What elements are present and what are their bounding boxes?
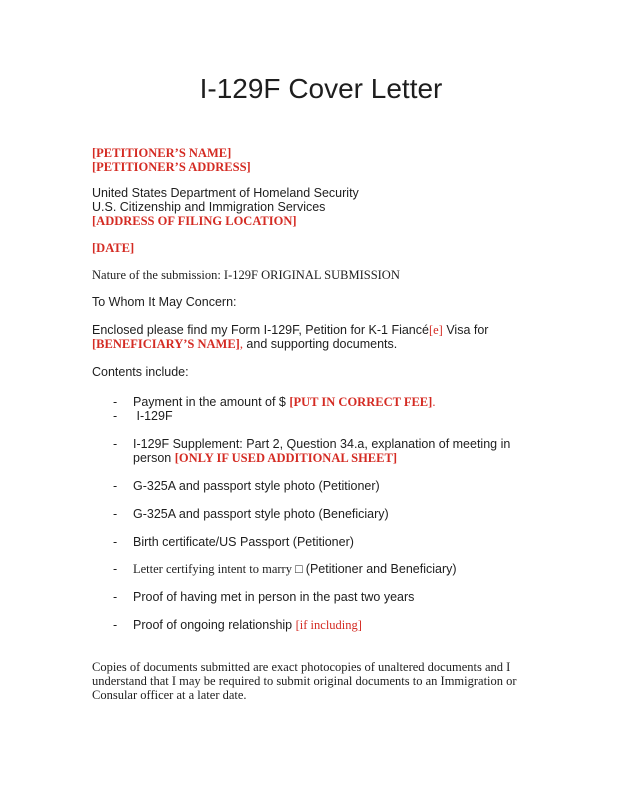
contents-heading (92, 365, 550, 379)
date-line (92, 241, 550, 255)
placeholder-text: . (432, 395, 436, 409)
dash-bullet: - (113, 395, 118, 409)
text-segment: and supporting documents. (242, 337, 398, 351)
text-segment: Copies of documents submitted are exact photocopies of unaltered documents and I (92, 660, 511, 674)
submission-nature-line (92, 268, 550, 282)
text-line (133, 395, 550, 409)
placeholder-text: [PETITIONER’S NAME] (92, 146, 232, 160)
list-item-i129f (92, 409, 550, 423)
text-line (133, 618, 550, 632)
text-segment: Consular officer at a later date. (92, 688, 247, 702)
text-segment: I-129F Supplement: Part 2, Question 34.a, explanation of meeting in (133, 437, 511, 451)
list-item-text (133, 507, 550, 521)
text-segment: I-129F (133, 409, 173, 423)
dash-bullet: - (113, 479, 118, 493)
text-line (92, 674, 550, 688)
document-content (92, 0, 550, 702)
text-line (92, 160, 550, 174)
text-line (133, 535, 550, 549)
list-item-g325a-petitioner (92, 479, 550, 493)
text-segment: G-325A and passport style photo (Beneficiary) (133, 507, 389, 521)
list-item-text (133, 590, 550, 604)
text-line (92, 295, 550, 309)
list-item-text (133, 437, 550, 465)
text-line (92, 200, 550, 214)
text-line (92, 72, 550, 106)
text-line (92, 323, 550, 337)
placeholder-text: [PUT IN CORRECT FEE] (289, 395, 433, 409)
placeholder-text: [DATE] (92, 241, 135, 255)
text-line (133, 590, 550, 604)
list-item-text (133, 535, 550, 549)
text-line (133, 562, 550, 576)
placeholder-text: [ADDRESS OF FILING LOCATION] (92, 214, 297, 228)
text-segment: U.S. Citizenship and Immigration Services (92, 200, 326, 214)
text-segment: Birth certificate/US Passport (Petitioner) (133, 535, 354, 549)
list-item-birth-certificate (92, 535, 550, 549)
text-line (133, 507, 550, 521)
list-item-text (133, 479, 550, 493)
text-line (133, 479, 550, 493)
dash-bullet: - (113, 507, 118, 521)
text-segment: Nature of the submission: I-129F ORIGINAL SUBMISSION (92, 268, 400, 282)
text-line (92, 365, 550, 379)
text-segment: To Whom It May Concern: (92, 295, 237, 309)
list-item-payment (92, 395, 550, 409)
list-item-supplement (92, 437, 550, 465)
text-segment: Enclosed please find my Form I-129F, Petition for K-1 Fiancé (92, 323, 429, 337)
text-line (92, 660, 550, 674)
text-segment: person (133, 451, 175, 465)
text-segment: Proof of having met in person in the past two years (133, 590, 415, 604)
placeholder-text: [PETITIONER’S ADDRESS] (92, 160, 251, 174)
dash-bullet: - (113, 409, 118, 423)
placeholder-text: , (239, 337, 243, 351)
list-item-text (133, 618, 550, 632)
text-line (133, 437, 550, 451)
text-segment: Payment in the amount of $ (133, 395, 290, 409)
closing-paragraph (92, 660, 550, 702)
placeholder-text: [e] (428, 323, 443, 337)
text-line (92, 688, 550, 702)
text-segment: I-129F Cover Letter (199, 73, 443, 104)
text-segment: Contents include: (92, 365, 189, 379)
text-segment: understand that I may be required to submit original documents to an Immigration or (92, 674, 517, 688)
text-segment: United States Department of Homeland Security (92, 186, 359, 200)
petitioner-address-block (92, 146, 550, 174)
list-item-intent-letter (92, 562, 550, 576)
text-line (133, 451, 550, 465)
text-segment: Letter certifying intent to marry □ (133, 562, 306, 576)
placeholder-text: [ONLY IF USED ADDITIONAL SHEET] (174, 451, 397, 465)
text-line (133, 409, 550, 423)
text-segment: (Petitioner and Beneficiary) (305, 562, 457, 576)
text-line (92, 146, 550, 160)
salutation-line (92, 295, 550, 309)
text-segment: Proof of ongoing relationship (133, 618, 296, 632)
placeholder-text: [BENEFICIARY’S NAME] (92, 337, 240, 351)
list-item-text (133, 562, 550, 576)
list-item-proof-relationship (92, 618, 550, 632)
list-item-text (133, 395, 550, 409)
dash-bullet: - (113, 535, 118, 549)
text-line (92, 268, 550, 282)
list-item-proof-met (92, 590, 550, 604)
text-line (92, 241, 550, 255)
placeholder-text: [if including] (295, 618, 362, 632)
dash-bullet: - (113, 437, 118, 451)
text-line (92, 337, 550, 351)
enclosure-paragraph (92, 323, 550, 351)
text-segment: Visa for (442, 323, 489, 337)
text-segment: G-325A and passport style photo (Petitioner) (133, 479, 380, 493)
dash-bullet: - (113, 618, 118, 632)
dash-bullet: - (113, 562, 118, 576)
dash-bullet: - (113, 590, 118, 604)
list-item-g325a-beneficiary (92, 507, 550, 521)
agency-address-block (92, 186, 550, 228)
text-line (92, 186, 550, 200)
text-line (92, 214, 550, 228)
list-item-text (133, 409, 550, 423)
document-title (92, 72, 550, 106)
